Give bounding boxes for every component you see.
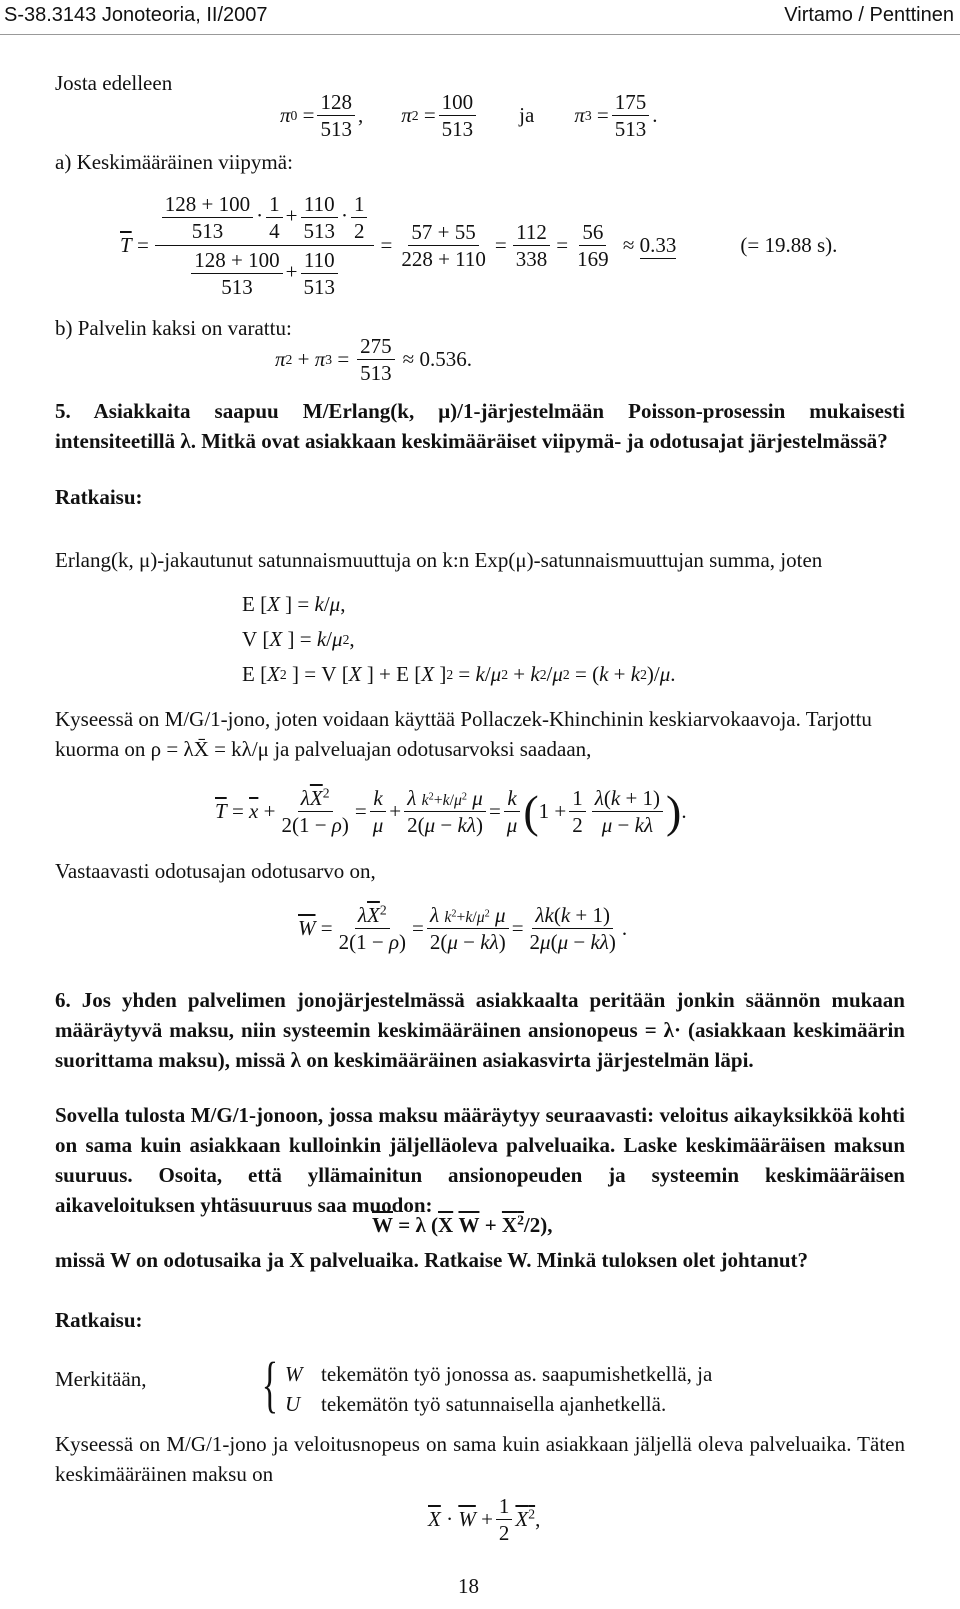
part-b-label: b) Palvelin kaksi on varattu: xyxy=(55,316,292,340)
mean-charge-formula: $\overline{X}$ · $\overline{W}$ + $\frac{1}{2}$ $X^2$ , xyxy=(428,1494,541,1546)
part-a-label: a) Keskimääräinen viipymä: xyxy=(55,150,293,174)
moment-second-equation: E [ X 2 ] = V [ X ] + E [ X ] 2 = k / μ 2 + k 2 / μ 2 = ( k + k 2 )/ μ . xyxy=(242,662,676,686)
solution-heading-6: Ratkaisu: xyxy=(55,1308,143,1332)
header-course: S-38.3143 Jonoteoria, II/2007 xyxy=(4,4,268,26)
definition-w: W tekemätön työ jonossa as. saapumishetkellä, ja xyxy=(285,1362,713,1386)
mg1-intro-text: Kyseessä on M/G/1-jono, joten voidaan käyttää Pollaczek-Khinchinin keskiarvokaavoja. Tarjottu kuorma on ρ = λX̄ = kλ/μ ja palveluajan odotusarvoksi saadaan, xyxy=(55,707,872,761)
busy-probability-equation: π 2 + π 3 = $\frac{275}{513}$ ≈ 0.536. xyxy=(275,334,472,386)
problem-5-text: 5. Asiakkaita saapuu M/Erlang(k, μ)/1-järjestelmään Poisson-prosessin mukaisesti intensiteetillä λ. Mitkä ovat asiakkaan keskimääräiset viipymä- ja odotusajat järjestelmässä? xyxy=(55,399,905,453)
solution-heading-5: Ratkaisu: xyxy=(55,485,143,509)
pi-values-equation: π 0 = $\frac{128}{513}$ , π 2 = $\frac{100}{513}$ ja π 3 = $\frac{175}{513}$ . xyxy=(280,90,658,142)
left-brace: { xyxy=(261,1351,279,1419)
josta-text: Josta edelleen xyxy=(55,71,173,95)
notation-intro-text: Merkitään, xyxy=(55,1367,147,1391)
moment-variance-equation: V [ X ] = k / μ 2 , xyxy=(242,627,355,651)
pk-sojourn-formula: $\overline{T}$ = $\overline{x}$ + $\frac{\lambda\overline{X}^2}{2(1 - \rho)}$ = $\frac{k}{\mu}$ + $\frac{\lambda k^2+k/\mu^2 \mu}{2(\mu - k\lambda)}$ = $\frac{k}{\mu}$ ( 1 + $\frac{1}{2}$ $\frac{\lambda(k + 1)}{\mu - k\lambda}$ ) . xyxy=(215,785,687,838)
moment-mean-equation: E [ X ] = k / μ , xyxy=(242,592,346,616)
pk-waiting-formula: $\overline{W}$ = $\frac{\lambda\overline{X}^2}{2(1 - \rho)}$ = $\frac{\lambda k^2+k/\mu^2 \mu}{2(\mu - k\lambda)}$ = $\frac{\lambda k(k + 1)}{2\mu(\mu - k\lambda)}$ . xyxy=(298,902,628,955)
problem-6-task-text: Sovella tulosta M/G/1-jonoon, jossa maksu määräytyy seuraavasti: veloitus aikayksikköä kohti on sama kuin asiakkaan kulloinkin jäljelläoleva palveluaika. Laske keskimääräisen maksun suuruus. Osoita, että yllämainitun ansionopeuden ja systeemin keskimääräisen aikaveloituksen yhtäsuuruus saa muodon: xyxy=(55,1103,905,1217)
page-number: 18 xyxy=(458,1574,479,1598)
problem-6-question-text: missä W on odotusaika ja X palveluaika. Ratkaise W. Minkä tuloksen olet johtanut? xyxy=(55,1248,809,1272)
header-authors: Virtamo / Penttinen xyxy=(784,4,954,26)
equality-formula: $\overline{W}$ = λ ( $\overline{X}$ $\overline{W}$ + $X^2$ /2), xyxy=(372,1212,553,1237)
erlang-intro-text: Erlang(k, μ)-jakautunut satunnaismuuttuja on k:n Exp(μ)-satunnaismuuttujan summa, joten xyxy=(55,548,823,572)
charge-intro-text: Kyseessä on M/G/1-jono ja veloitusnopeus on sama kuin asiakkaan jäljellä oleva palveluaika. Täten keskimääräinen maksu on xyxy=(55,1432,905,1486)
mean-sojourn-equation: $\overline{T}$ = $\frac{128 + 100}{513}$ · $\frac{1}{4}$ + $\frac{110}{513}$ · $\frac{1}{2}$ $\frac{128 + 100}{513}$ + $\frac{110}{513}$ = $\frac{57 + 55}{228 + 110}$ = $\frac{112}{338}$ = $\frac{56}{169}$ ≈ 0.33 (= 19.88 s). xyxy=(120,192,838,300)
problem-6-text: 6. Jos yhden palvelimen jonojärjestelmässä asiakkaalta peritään jonkin säännön mukaan määräytyvä maksu, niin systeemin keskimääräinen ansionopeus = λ· (asiakkaan keskimäärin suorittama maksu), missä λ on keskimääräinen asiakasvirta järjestelmän läpi. xyxy=(55,988,905,1072)
waiting-intro-text: Vastaavasti odotusajan odotusarvo on, xyxy=(55,859,376,883)
definition-u: U tekemätön työ satunnaisella ajanhetkellä. xyxy=(285,1392,667,1416)
page-header xyxy=(0,0,960,35)
